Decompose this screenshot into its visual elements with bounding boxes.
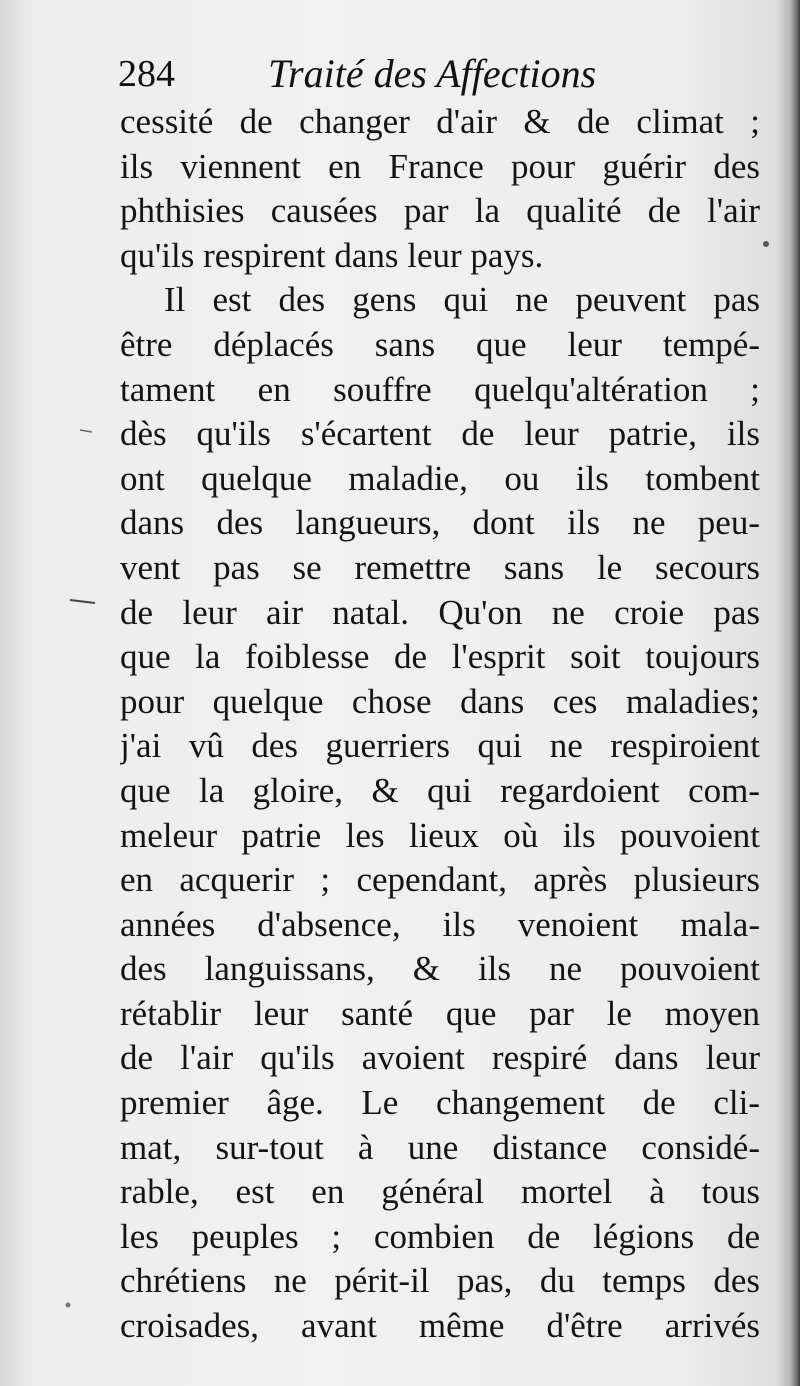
- text-line: ont quelque maladie, ou ils tombent: [120, 458, 760, 498]
- text-line: cessité de changer d'air & de climat ;: [120, 102, 760, 141]
- margin-stroke: [70, 600, 95, 603]
- text-line: rable, est en général mortel à tous: [120, 1172, 760, 1212]
- text-line: des languissans, & ils ne pouvoient: [120, 949, 760, 989]
- text-line: vent pas se remettre sans le secours: [120, 547, 760, 587]
- paragraph-start-line: Il est des gens qui ne peuvent pas: [164, 280, 760, 320]
- text-line: mat, sur-tout à une distance considé-: [120, 1127, 760, 1167]
- text-line: rétablir leur santé que par le moyen: [120, 993, 760, 1033]
- text-line: de l'air qu'ils avoient respiré dans leur: [120, 1038, 760, 1078]
- text-line: j'ai vû des guerriers qui ne respiroient: [120, 726, 760, 766]
- text-line: croisades, avant même d'être arrivés: [120, 1306, 760, 1346]
- text-line: pour quelque chose dans ces maladies;: [120, 681, 760, 721]
- ink-spot: [763, 241, 769, 247]
- body-text: [120, 100, 760, 1349]
- page-binding-shadow: [790, 0, 800, 1386]
- text-line: meleur patrie les lieux où ils pouvoient: [120, 815, 760, 855]
- text-line: ils viennent en France pour guérir des: [120, 146, 760, 186]
- text-line: chrétiens ne périt-il pas, du temps des: [120, 1261, 760, 1301]
- text-line: tament en souffre quelqu'altération ;: [120, 369, 760, 409]
- text-line: phthisies causées par la qualité de l'air: [120, 191, 760, 231]
- running-title: Traité des Affections: [268, 51, 597, 96]
- text-line: les peuples ; combien de légions de: [120, 1216, 760, 1256]
- text-line: de leur air natal. Qu'on ne croie pas: [120, 592, 760, 632]
- page-number: 284: [118, 53, 175, 95]
- text-line: qu'ils respirent dans leur pays.: [120, 235, 544, 275]
- ink-spot: [66, 1303, 71, 1308]
- text-line: que la foiblesse de l'esprit soit toujours: [120, 637, 760, 677]
- text-line: années d'absence, ils venoient mala-: [120, 904, 760, 944]
- text-line: que la gloire, & qui regardoient com-: [120, 770, 760, 810]
- text-line: dès qu'ils s'écartent de leur patrie, ils: [120, 414, 760, 454]
- text-line: en acquerir ; cependant, après plusieurs: [120, 860, 760, 900]
- text-line: dans des langueurs, dont ils ne peu-: [120, 503, 760, 543]
- margin-stroke: [80, 430, 92, 432]
- text-line: être déplacés sans que leur tempé-: [120, 324, 760, 364]
- text-line: premier âge. Le changement de cli-: [120, 1083, 760, 1123]
- page-header: [118, 46, 758, 102]
